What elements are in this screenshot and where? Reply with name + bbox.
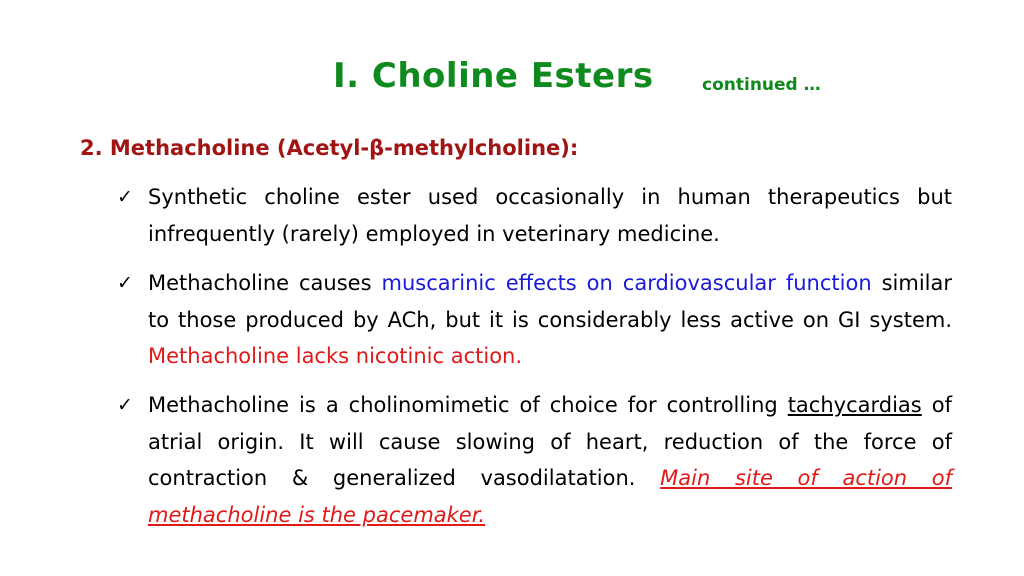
- bullet-2-text: Methacholine causes: [148, 271, 382, 295]
- checkmark-icon: ✓: [117, 186, 133, 208]
- bullet-3-text-cont: of atrial origin. It will cause slowing of heart, reduction of the force of contraction & generalized vasodilatation.: [148, 393, 952, 490]
- section-heading: 2. Methacholine (Acetyl-β-methylcholine):: [80, 136, 579, 160]
- bullet-2-highlight: muscarinic effects on cardiovascular function: [381, 271, 872, 295]
- title-continued: continued …: [702, 75, 821, 95]
- bullet-2-red-note: Methacholine lacks nicotinic action.: [148, 344, 523, 368]
- checkmark-icon: ✓: [117, 272, 133, 294]
- slide-title: I. Choline Esters: [333, 56, 654, 96]
- bullet-3-key-point: Main site of action of methacholine is the pacemaker.: [148, 466, 952, 527]
- bullet-2-text-cont: similar to those produced by ACh, but it is considerably less active on GI system.: [148, 271, 952, 332]
- bullet-3-text: Methacholine is a cholinomimetic of choice for controlling: [148, 393, 788, 417]
- bullet-item-2: [117, 265, 952, 375]
- bullet-item-1: [117, 179, 952, 252]
- bullet-3-underlined-term: tachycardias: [787, 393, 922, 417]
- bullet-item-3: [117, 387, 952, 533]
- checkmark-icon: ✓: [117, 394, 133, 416]
- bullet-1-text: Synthetic choline ester used occasionally in human therapeutics but infrequently (rarely) employed in veterinary medicine.: [148, 185, 952, 246]
